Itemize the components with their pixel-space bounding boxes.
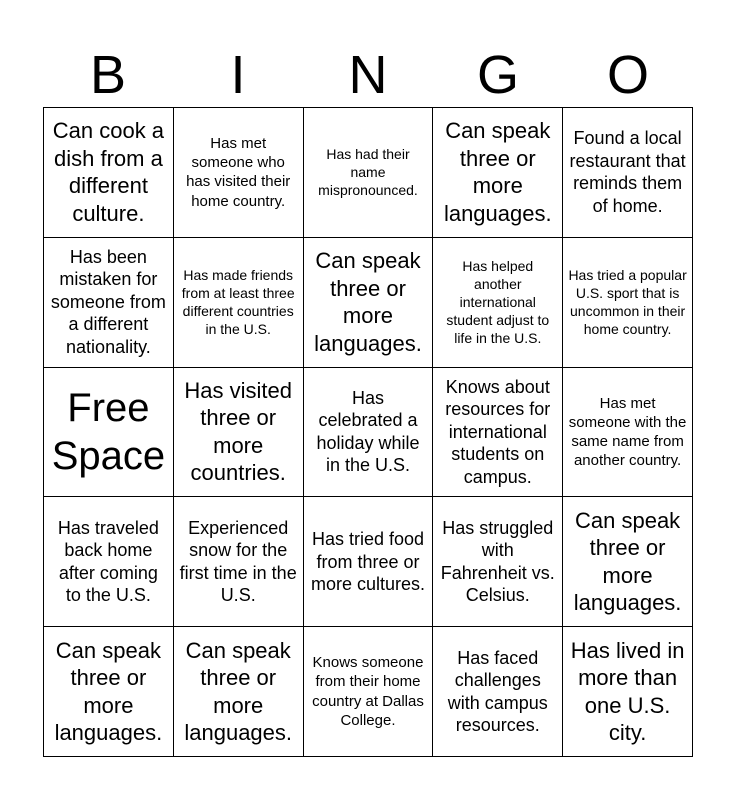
bingo-cell-r3c2[interactable]: Has visited three or more countries. bbox=[174, 368, 304, 498]
bingo-cell-r2c4[interactable]: Has helped another international student adjust to life in the U.S. bbox=[433, 238, 563, 368]
bingo-cell-r1c4[interactable]: Can speak three or more languages. bbox=[433, 108, 563, 238]
bingo-cell-r4c3[interactable]: Has tried food from three or more cultures. bbox=[304, 497, 434, 627]
header-letter-i: I bbox=[230, 45, 246, 105]
bingo-cell-r1c5[interactable]: Found a local restaurant that reminds them of home. bbox=[563, 108, 693, 238]
bingo-cell-r1c1[interactable]: Can cook a dish from a different culture. bbox=[44, 108, 174, 238]
header-letter-b: B bbox=[89, 45, 127, 105]
bingo-cell-r4c4[interactable]: Has struggled with Fahrenheit vs. Celsius. bbox=[433, 497, 563, 627]
bingo-cell-r5c4[interactable]: Has faced challenges with campus resources. bbox=[433, 627, 563, 757]
bingo-cell-r4c2[interactable]: Experienced snow for the first time in the U.S. bbox=[174, 497, 304, 627]
bingo-cell-r2c2[interactable]: Has made friends from at least three different countries in the U.S. bbox=[174, 238, 304, 368]
bingo-cell-r1c2[interactable]: Has met someone who has visited their home country. bbox=[174, 108, 304, 238]
bingo-cell-r1c3[interactable]: Has had their name mispronounced. bbox=[304, 108, 434, 238]
bingo-cell-r5c5[interactable]: Has lived in more than one U.S. city. bbox=[563, 627, 693, 757]
bingo-cell-r2c5[interactable]: Has tried a popular U.S. sport that is uncommon in their home country. bbox=[563, 238, 693, 368]
bingo-cell-r3c5[interactable]: Has met someone with the same name from another country. bbox=[563, 368, 693, 498]
bingo-cell-r2c1[interactable]: Has been mistaken for someone from a different nationality. bbox=[44, 238, 174, 368]
bingo-cell-r4c1[interactable]: Has traveled back home after coming to the U.S. bbox=[44, 497, 174, 627]
free-space-cell[interactable]: Free Space bbox=[44, 368, 174, 498]
header-letter-n: N bbox=[348, 45, 388, 105]
bingo-grid bbox=[43, 107, 693, 757]
bingo-cell-r5c3[interactable]: Knows someone from their home country at Dallas College. bbox=[304, 627, 434, 757]
bingo-header bbox=[43, 45, 693, 105]
header-letter-g: G bbox=[476, 45, 519, 105]
bingo-cell-r5c2[interactable]: Can speak three or more languages. bbox=[174, 627, 304, 757]
bingo-cell-r2c3[interactable]: Can speak three or more languages. bbox=[304, 238, 434, 368]
header-letter-o: O bbox=[606, 45, 649, 105]
bingo-cell-r3c3[interactable]: Has celebrated a holiday while in the U.S. bbox=[304, 368, 434, 498]
bingo-cell-r5c1[interactable]: Can speak three or more languages. bbox=[44, 627, 174, 757]
bingo-cell-r4c5[interactable]: Can speak three or more languages. bbox=[563, 497, 693, 627]
bingo-cell-r3c4[interactable]: Knows about resources for international students on campus. bbox=[433, 368, 563, 498]
